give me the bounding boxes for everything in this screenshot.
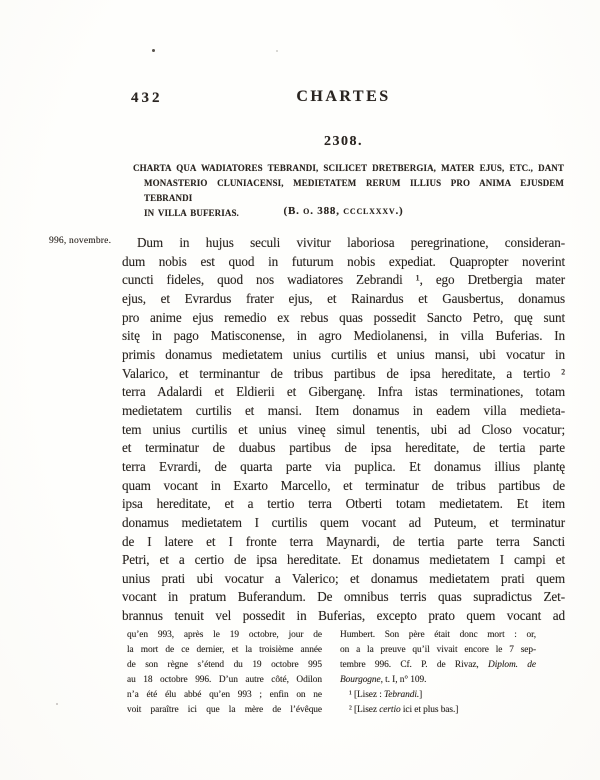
text-line: Dum in hujus seculi vivitur laboriosa peregrinatione, consideran- — [137, 235, 565, 250]
text-line: on a la preuve qu’il vivait encore le 7 sep- — [340, 644, 536, 655]
text-line: pro anime ejus remedio ex rebus quas possedit Sancto Petro, quę sunt — [122, 309, 565, 325]
footnote-column-right — [340, 628, 536, 717]
ink-speck — [56, 703, 58, 705]
text-line: terra Evrardi, de quarta parte via puplica. Et donamus illius plantę — [122, 458, 565, 474]
text-line: unius prati ubi vocatur a Valerico; et donamus medietatem prati quem — [122, 570, 565, 586]
text-line: IN VILLA BUFERIAS. — [144, 208, 239, 218]
text-segment: , t. I, n° 109. — [380, 674, 427, 685]
text-line: la mort de ce dernier, et la troisième année — [127, 644, 322, 655]
text-line: voit paraître ici que la mère de l’évêque — [127, 704, 322, 715]
ink-speck — [152, 49, 155, 52]
page-number: 432 — [131, 90, 163, 106]
text-line: brannus tenuit vel possedit in Buferias, excepto prato quem vocant ad — [122, 608, 565, 624]
text-line: medietatem curtilis et mansi. Item donamus in eadem villa medieta- — [122, 402, 565, 418]
text-line: primis donamus medietatem unius curtilis et unius mansi, ubi vocatur in — [122, 346, 565, 362]
text-line: vocant in pratum Buferandum. De omnibus terris quas supradictus Zet- — [122, 589, 565, 605]
text-line: ejus, et Evrardus frater ejus, et Rainardus et Gausbertus, donamus — [122, 290, 565, 306]
italic-text-segment: certio — [379, 704, 401, 715]
text-line — [340, 703, 536, 718]
footnote-column-left — [127, 628, 322, 717]
text-line: de son règne s’étend du 19 octobre 995 — [127, 659, 322, 670]
text-line: terra Adalardi et Eldierii et Giberganę. Infra istas terminationes, totam — [122, 384, 565, 400]
text-line: CHARTA QUA WADIATORES TEBRANDI, SCILICET DRETBERGIA, MATER EJUS, ETC., DANT — [133, 163, 564, 173]
text-line: donamus medietatem I curtilis quem vocant ad Puteum, et terminatur — [122, 514, 565, 530]
text-line: qu’en 993, après le 19 octobre, jour de — [127, 630, 322, 640]
charter-body-text — [122, 234, 565, 626]
ink-speck — [276, 50, 278, 52]
italic-text-segment: Bourgogne — [340, 674, 381, 685]
margin-date-note: 996, novembre. — [49, 236, 112, 246]
text-line: ipsa hereditate, et a tertio terra Otberti totam medietatem. Et item — [122, 496, 565, 512]
charter-number: 2308. — [324, 134, 363, 149]
text-segment: ] — [419, 689, 423, 700]
text-line — [340, 658, 536, 673]
text-line — [340, 688, 536, 703]
text-line: cuncti fideles, quod nos wadiatores Zebrandi ¹, ego Dretbergia mater — [122, 272, 565, 288]
text-line: Humbert. Son père était donc mort : or, — [340, 630, 536, 640]
text-line: Valarico, et terminantur de tribus partibus de ipsa hereditate, a tertio ² — [122, 365, 565, 381]
text-line: dum nobis est quod in futurum nobis expediat. Quapropter noverint — [122, 253, 565, 269]
text-segment: tembre 996. Cf. P. de Rivaz, — [340, 659, 489, 670]
text-line: n’a été élu abbé qu’en 993 ; enfin on ne — [127, 689, 322, 700]
italic-text-segment: Diplom. de — [488, 659, 536, 670]
text-line: tem unius curtilis et unius vineę simul tenentis, ubi ad Closo vocatur; — [122, 421, 565, 437]
text-segment: ici et plus bas.] — [400, 704, 459, 715]
text-line: et terminatur de duabus partibus de ipsa hereditate, de tertia parte — [122, 440, 565, 456]
text-line: quam vocant in Exarto Marcello, et terminatur de tribus partibus de — [122, 477, 565, 493]
text-line: sitę in pago Matisconense, in agro Mediolanensi, in villa Buferias. In — [122, 328, 565, 344]
text-line: de I latere et I fronte terra Maynardi, de tertia parte terra Sancti — [122, 533, 565, 549]
text-line: au 18 octobre 996. D’un autre côté, Odilon — [127, 674, 322, 685]
text-line: Petri, et a certio de ipsa hereditate. Et donamus medietatem I campi et — [122, 552, 565, 568]
charter-reference: (B. o. 388, ccclxxxv.) — [283, 205, 404, 217]
page-title: CHARTES — [296, 88, 391, 105]
italic-text-segment: Tebrandi. — [384, 689, 420, 700]
text-segment: ² [Lisez — [349, 704, 380, 715]
text-segment: ¹ [Lisez : — [349, 689, 384, 700]
text-line — [340, 673, 536, 688]
text-line: MONASTERIO CLUNIACENSI, MEDIETATEM RERUM ILLIUS PRO ANIMA EJUSDEM TEBRANDI — [144, 178, 564, 203]
